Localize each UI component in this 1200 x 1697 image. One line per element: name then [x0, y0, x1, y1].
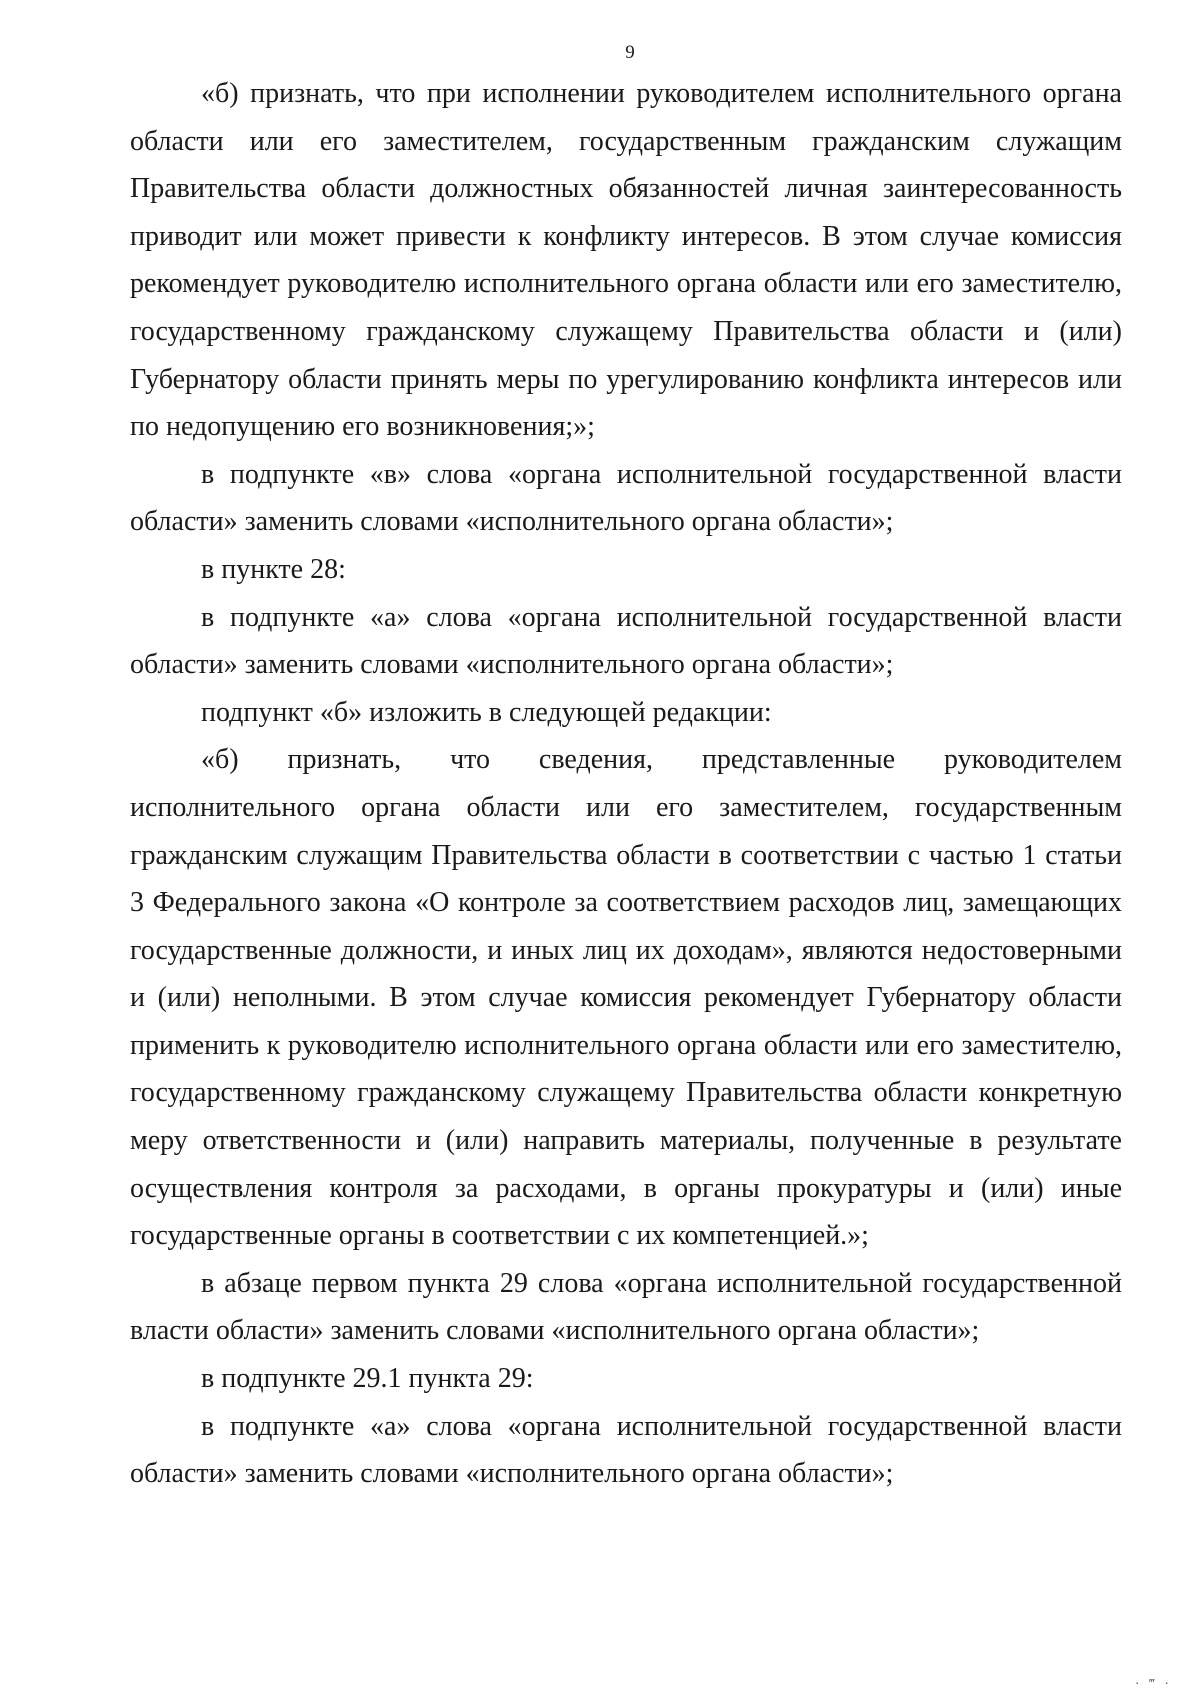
paragraph-7: в абзаце первом пункта 29 слова «органа исполнительной государственной власти области» заменить словами «исполнительного органа области»;	[130, 1267, 1122, 1347]
paragraph-8: в подпункте 29.1 пункта 29:	[201, 1363, 534, 1395]
paragraph-3: в пункте 28:	[201, 553, 346, 585]
paragraph-1: «б) признать, что при исполнении руководителем исполнительного органа области или его заместителем, государственным гражданским служащим Правительства области должностных обязанностей личная заинтересованность приводит или может привести к конфликту интересов. В этом случае комиссия рекомендует руководителю исполнительного органа области или его заместителю, государственному гражданскому служащему Правительства области и (или) Губернатору области принять меры по урегулированию конфликта интересов или по недопущению его возникновения;»;	[130, 78, 1122, 443]
paragraph-9: в подпункте «а» слова «органа исполнительной государственной власти области» заменить словами «исполнительного органа области»;	[130, 1410, 1122, 1490]
paragraph-2: в подпункте «в» слова «органа исполнительной государственной власти области» заменить словами «исполнительного органа области»;	[130, 458, 1122, 538]
paragraph-6: «б) признать, что сведения, представленные руководителем исполнительного органа области или его заместителем, государственным гражданским служащим Правительства области в соответствии с частью 1 статьи 3 Федерального закона «О контроле за соответствием расходов лиц, замещающих государственные должности, и иных лиц их доходам», являются недостоверными и (или) неполными. В этом случае комиссия рекомендует Губернатору области применить к руководителю исполнительного органа области или его заместителю, государственному гражданскому служащему Правительства области конкретную меру ответственности и (или) направить материалы, полученные в результате осуществления контроля за расходами, в органы прокуратуры и (или) иные государственные органы в соответствии с их компетенцией.»;	[130, 744, 1122, 1252]
document-body	[130, 70, 1122, 1498]
scan-edge-mark: · ‴ ·	[1134, 1677, 1172, 1692]
page-number: 9	[625, 42, 635, 63]
paragraph-5: подпункт «б» изложить в следующей редакции:	[201, 696, 772, 728]
paragraph-4: в подпункте «а» слова «органа исполнительной государственной власти области» заменить словами «исполнительного органа области»;	[130, 601, 1122, 681]
